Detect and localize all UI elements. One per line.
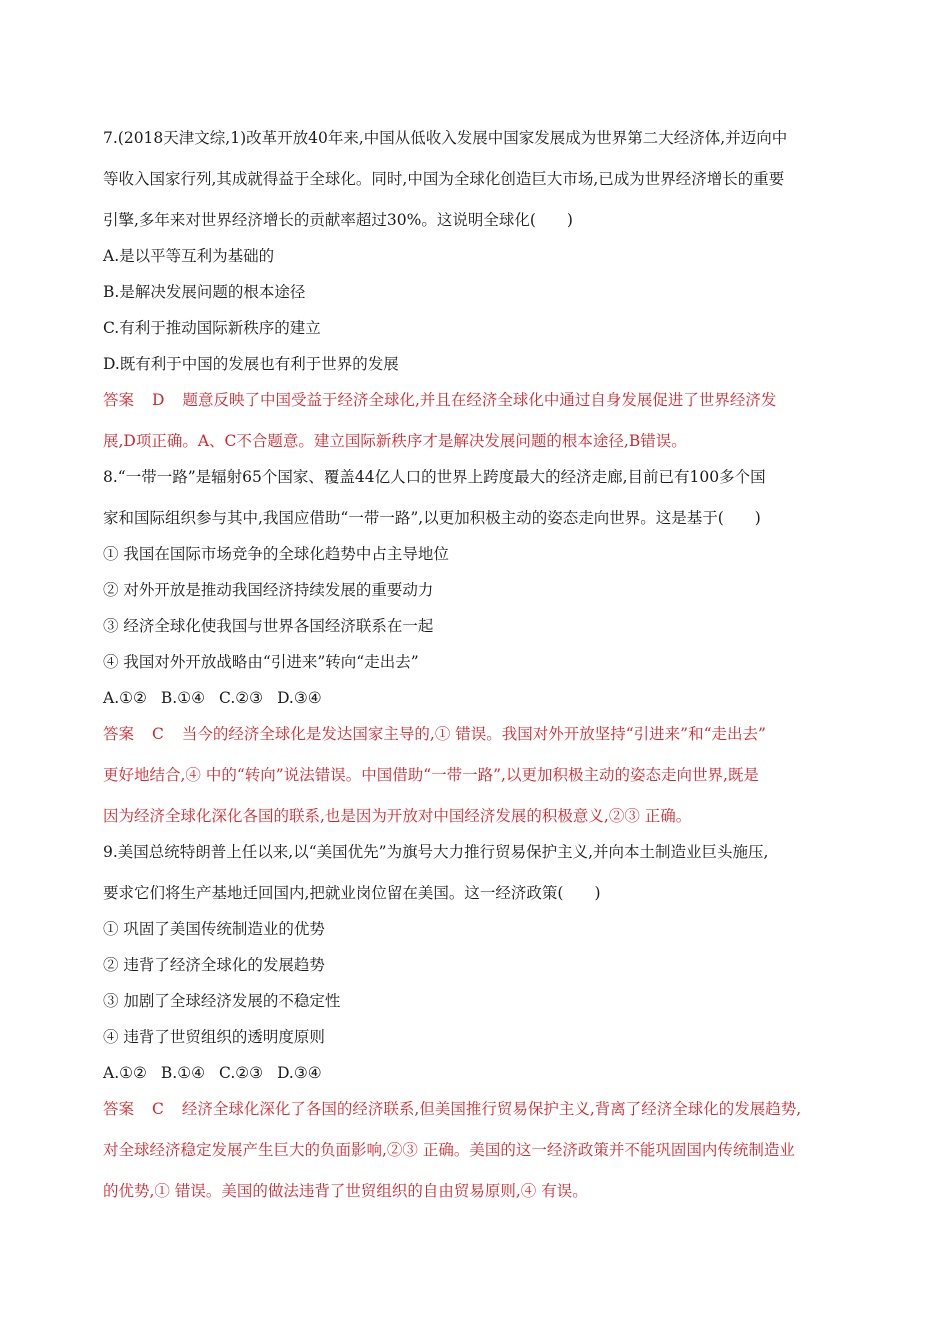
question-7-option-d: D.既有利于中国的发展也有利于世界的发展 [103,355,399,373]
question-7-answer-line-2: 展,D项正确。A、C不合题意。建立国际新秩序才是解决发展问题的根本途径,B错误。 [103,432,687,450]
question-8-answer-line-2: 更好地结合,④ 中的“转向”说法错误。中国借助“一带一路”,以更加积极主动的姿态走向世界,既是 [103,766,759,784]
choice-d: D.③④ [277,689,322,707]
question-7-option-a: A.是以平等互利为基础的 [103,247,275,265]
answer-explanation: 经济全球化深化了各国的经济联系,但美国推行贸易保护主义,背离了经济全球化的发展趋势, [181,1100,802,1118]
question-7-stem-line-1: 7.(2018天津文综,1)改革开放40年来,中国从低收入发展中国家发展成为世界第二大经济体,并迈向中 [103,129,788,147]
question-8-statement-3: ③ 经济全球化使我国与世界各国经济联系在一起 [103,617,434,635]
question-8-stem-line-1: 8.“一带一路”是辐射65个国家、覆盖44亿人口的世界上跨度最大的经济走廊,目前已有100多个国 [103,468,766,486]
question-9-statement-2: ② 违背了经济全球化的发展趋势 [103,956,325,974]
question-8-statement-2: ② 对外开放是推动我国经济持续发展的重要动力 [103,581,434,599]
question-8-choices [103,687,863,709]
question-9-stem-line-1: 9.美国总统特朗普上任以来,以“美国优先”为旗号大力推行贸易保护主义,并向本土制造业巨头施压, [103,843,769,861]
answer-key: D [152,391,165,409]
choice-b: B.①④ [160,1064,206,1082]
answer-key: C [152,725,164,743]
choice-a: A.①② [103,689,147,707]
question-8-statement-4: ④ 我国对外开放战略由“引进来”转向“走出去” [103,653,419,671]
choice-a: A.①② [103,1064,147,1082]
question-7-stem-line-3: 引擎,多年来对世界经济增长的贡献率超过30%。这说明全球化( ) [103,211,573,229]
question-9-answer-line-1 [103,1098,863,1120]
choice-d: D.③④ [277,1064,322,1082]
question-8-stem-line-2: 家和国际组织参与其中,我国应借助“一带一路”,以更加积极主动的姿态走向世界。这是基于( ) [103,509,761,527]
question-9-choices [103,1062,863,1084]
answer-label: 答案 [103,1100,135,1118]
question-8-answer-line-3: 因为经济全球化深化各国的联系,也是因为开放对中国经济发展的积极意义,②③ 正确。 [103,807,692,825]
choice-c: C.②③ [219,1064,264,1082]
question-7-answer-line-1 [103,389,863,411]
choice-c: C.②③ [219,689,264,707]
answer-label: 答案 [103,725,135,743]
answer-explanation: 题意反映了中国受益于经济全球化,并且在经济全球化中通过自身发展促进了世界经济发 [182,391,777,409]
choice-b: B.①④ [160,689,206,707]
question-9-answer-line-3: 的优势,① 错误。美国的做法违背了世贸组织的自由贸易原则,④ 有误。 [103,1182,588,1200]
question-9-statement-3: ③ 加剧了全球经济发展的不稳定性 [103,992,341,1010]
answer-explanation: 当今的经济全球化是发达国家主导的,① 错误。我国对外开放坚持“引进来”和“走出去” [181,725,766,743]
answer-label: 答案 [103,391,135,409]
question-8-statement-1: ① 我国在国际市场竞争的全球化趋势中占主导地位 [103,545,449,563]
question-7-stem-line-2: 等收入国家行列,其成就得益于全球化。同时,中国为全球化创造巨大市场,已成为世界经济增长的重要 [103,170,785,188]
answer-key: C [152,1100,164,1118]
question-9-answer-line-2: 对全球经济稳定发展产生巨大的负面影响,②③ 正确。美国的这一经济政策并不能巩固国内传统制造业 [103,1141,795,1159]
question-9-statement-4: ④ 违背了世贸组织的透明度原则 [103,1028,325,1046]
question-9-stem-line-2: 要求它们将生产基地迁回国内,把就业岗位留在美国。这一经济政策( ) [103,884,601,902]
question-9-statement-1: ① 巩固了美国传统制造业的优势 [103,920,325,938]
question-7-option-c: C.有利于推动国际新秩序的建立 [103,319,321,337]
question-8-answer-line-1 [103,723,863,745]
question-7-option-b: B.是解决发展问题的根本途径 [103,283,306,301]
